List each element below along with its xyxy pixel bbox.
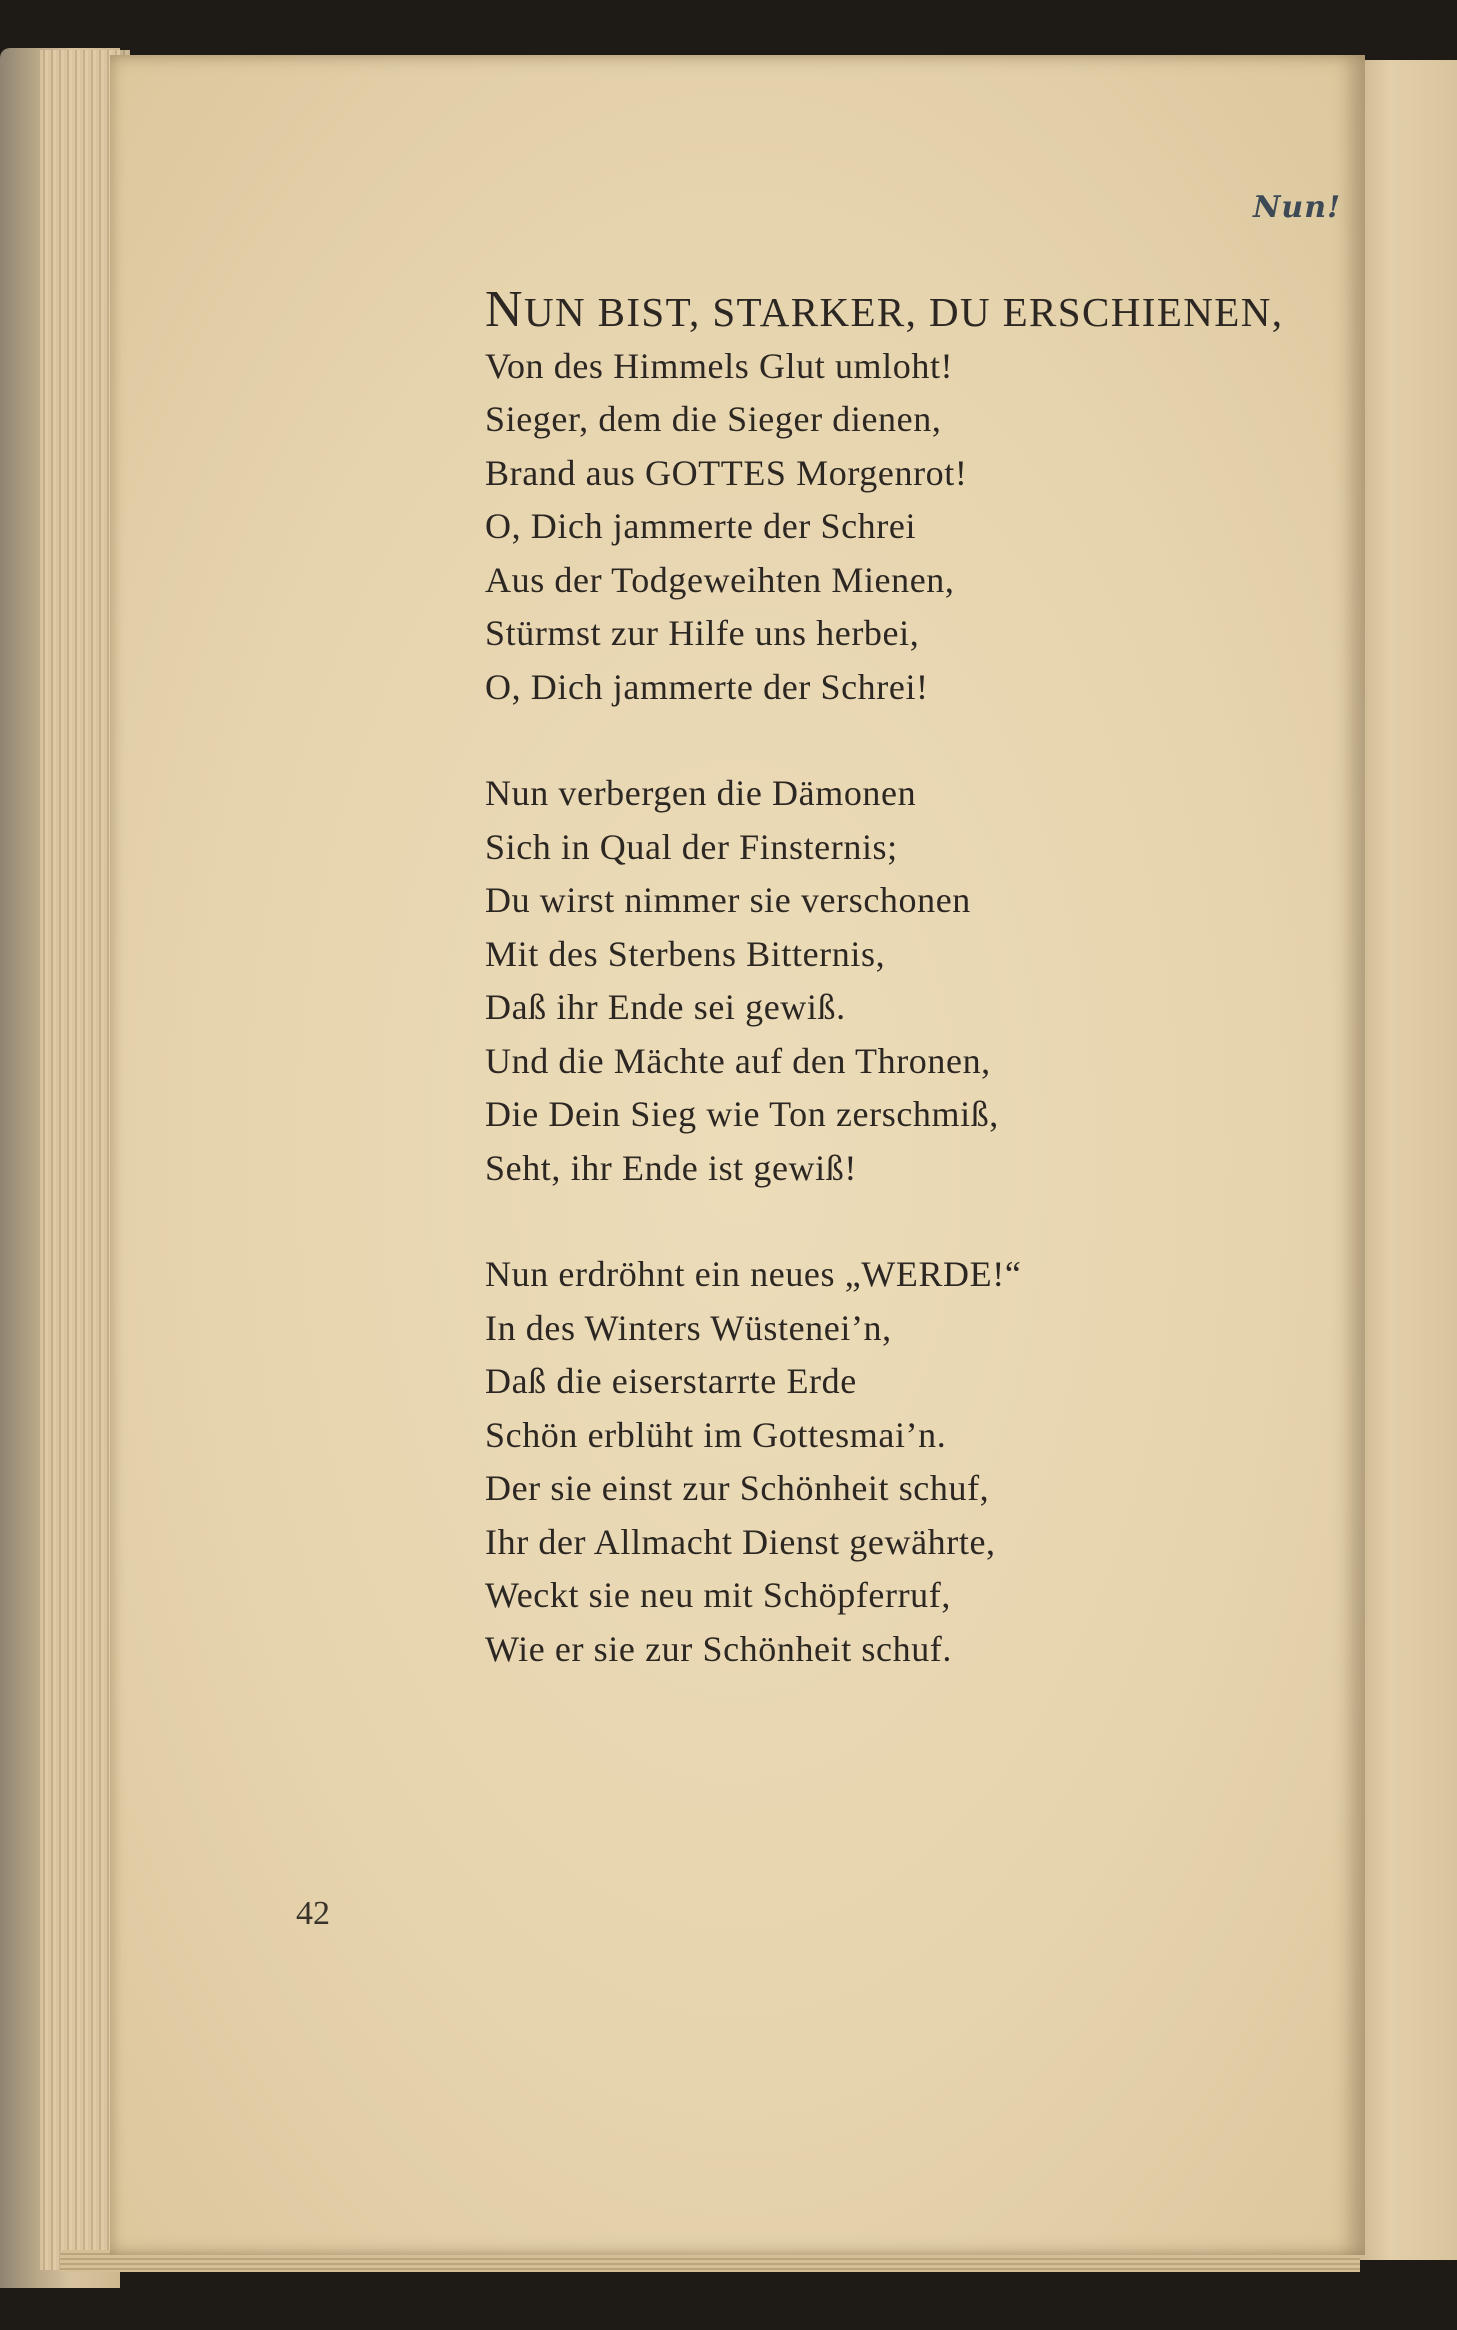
poem-line: O, Dich jammerte der Schrei! — [485, 666, 929, 707]
poem-line: Du wirst nimmer sie verschonen — [485, 880, 971, 920]
running-head: Nun! — [1253, 190, 1342, 225]
stanza-1 — [485, 283, 1365, 714]
poem-line: Weckt sie neu mit Schöpferruf, — [485, 1575, 951, 1615]
stanza-2 — [485, 767, 1365, 1195]
poem-line: Und die Mächte auf den Thronen, — [485, 1040, 991, 1081]
poem-line: In des Winters Wüstenei’n, — [485, 1307, 892, 1348]
poem-line: Brand aus GOTTES Morgenrot! — [485, 452, 968, 493]
poem-line: O, Dich jammerte der Schrei — [485, 506, 917, 546]
poem-line: Mit des Sterbens Bitternis, — [485, 933, 886, 974]
first-line-text: UN BIST, STARKER, DU ERSCHIENEN, — [523, 289, 1284, 335]
poem-line: Wie er sie zur Schönheit schuf. — [485, 1628, 953, 1669]
poem-line: Sieger, dem die Sieger dienen, — [485, 399, 942, 439]
poem-line: Stürmst zur Hilfe uns herbei, — [485, 613, 920, 653]
initial-letter: N — [485, 281, 524, 338]
poem — [485, 283, 1365, 1676]
page-number: 42 — [296, 1895, 330, 1932]
poem-line: Sich in Qual der Finsternis; — [485, 826, 898, 867]
poem-line: Daß die eiserstarrte Erde — [485, 1361, 857, 1401]
poem-line: Seht, ihr Ende ist gewiß! — [485, 1147, 857, 1188]
stanza-3 — [485, 1248, 1365, 1676]
poem-line: Von des Himmels Glut umloht! — [485, 345, 954, 386]
poem-line: Die Dein Sieg wie Ton zerschmiß, — [485, 1094, 999, 1134]
poem-line: Schön erblüht im Gottesmai’n. — [485, 1414, 947, 1455]
poem-line: Aus der Todgeweihten Mienen, — [485, 559, 955, 600]
poem-line: Ihr der Allmacht Dienst gewährte, — [485, 1521, 996, 1562]
poem-line: Nun erdröhnt ein neues „WERDE!“ — [485, 1254, 1022, 1294]
poem-line: Der sie einst zur Schönheit schuf, — [485, 1468, 990, 1508]
poem-line: Daß ihr Ende sei gewiß. — [485, 987, 846, 1027]
poem-first-line — [485, 283, 1365, 340]
poem-line: Nun verbergen die Dämonen — [485, 773, 917, 813]
